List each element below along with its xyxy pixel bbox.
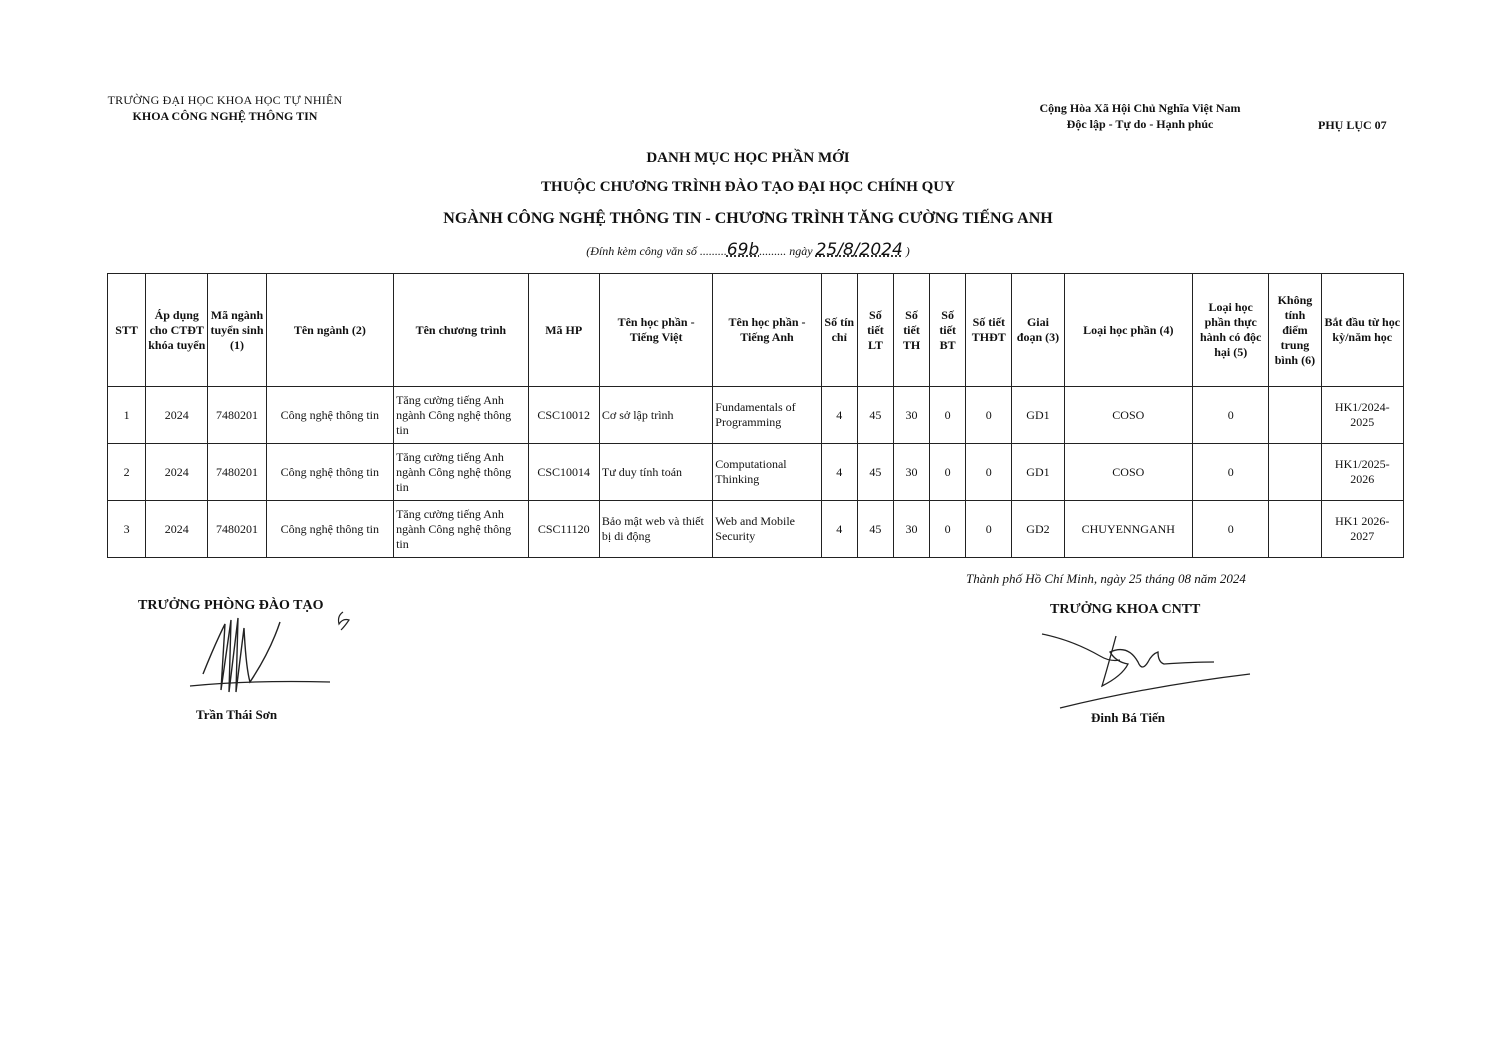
document-date: 25/8/2024 bbox=[815, 240, 903, 260]
column-header: Áp dụng cho CTĐT khóa tuyển bbox=[146, 274, 208, 387]
column-header: Loại học phần thực hành có độc hại (5) bbox=[1193, 274, 1269, 387]
university-name: TRƯỜNG ĐẠI HỌC KHOA HỌC TỰ NHIÊN bbox=[107, 93, 343, 107]
table-cell: 30 bbox=[893, 444, 929, 501]
document-title-line2: THUỘC CHƯƠNG TRÌNH ĐÀO TẠO ĐẠI HỌC CHÍNH QUY bbox=[541, 179, 955, 195]
document-title-line3: NGÀNH CÔNG NGHỆ THÔNG TIN - CHƯƠNG TRÌNH TĂNG CƯỜNG TIẾNG ANH bbox=[443, 210, 1053, 227]
table-cell: 0 bbox=[930, 501, 966, 558]
column-header: Số tiết BT bbox=[930, 274, 966, 387]
right-signer-title: TRƯỞNG KHOA CNTT bbox=[1050, 602, 1201, 617]
table-cell: 2024 bbox=[146, 501, 208, 558]
column-header: Mã HP bbox=[528, 274, 599, 387]
table-cell: Tư duy tính toán bbox=[599, 444, 712, 501]
table-cell: Công nghệ thông tin bbox=[266, 444, 393, 501]
table-cell: CHUYENNGANH bbox=[1064, 501, 1192, 558]
table-cell: Bảo mật web và thiết bị di động bbox=[599, 501, 712, 558]
table-cell: 2024 bbox=[146, 444, 208, 501]
table-cell bbox=[1269, 444, 1321, 501]
table-cell: HK1/2025-2026 bbox=[1321, 444, 1403, 501]
column-header: Mã ngành tuyển sinh (1) bbox=[208, 274, 266, 387]
right-signer-name: Đinh Bá Tiến bbox=[1091, 710, 1165, 725]
left-signature bbox=[185, 604, 355, 704]
document-number: 69b bbox=[726, 240, 760, 260]
column-header: STT bbox=[108, 274, 146, 387]
place-date: Thành phố Hồ Chí Minh, ngày 25 tháng 08 năm 2024 bbox=[966, 571, 1246, 586]
table-cell: 0 bbox=[930, 387, 966, 444]
column-header: Giai đoạn (3) bbox=[1012, 274, 1064, 387]
table-cell: CSC10012 bbox=[528, 387, 599, 444]
table-cell: 2 bbox=[108, 444, 146, 501]
table-cell: 30 bbox=[893, 387, 929, 444]
table-cell: COSO bbox=[1064, 387, 1192, 444]
table-cell: 2024 bbox=[146, 387, 208, 444]
table-cell: Công nghệ thông tin bbox=[266, 387, 393, 444]
attachment-note: (Đính kèm công văn số .........69b......... ngày 25/8/2024 ) bbox=[586, 240, 910, 260]
table-cell: CSC10014 bbox=[528, 444, 599, 501]
column-header: Số tiết LT bbox=[857, 274, 893, 387]
left-signer-title: TRƯỞNG PHÒNG ĐÀO TẠO bbox=[138, 598, 324, 613]
column-header: Số tiết TH bbox=[893, 274, 929, 387]
column-header: Số tín chỉ bbox=[821, 274, 857, 387]
table-cell: 0 bbox=[1193, 501, 1269, 558]
table-cell: 7480201 bbox=[208, 387, 266, 444]
university-header bbox=[100, 92, 350, 124]
table-cell: Cơ sở lập trình bbox=[599, 387, 712, 444]
table-row bbox=[108, 387, 1404, 444]
right-signature bbox=[1040, 628, 1260, 714]
table-cell: Công nghệ thông tin bbox=[266, 501, 393, 558]
table-cell bbox=[1269, 387, 1321, 444]
course-table bbox=[107, 273, 1404, 558]
table-cell: Fundamentals of Programming bbox=[713, 387, 821, 444]
country-name: Cộng Hòa Xã Hội Chủ Nghĩa Việt Nam bbox=[1039, 101, 1241, 115]
table-cell: Computational Thinking bbox=[713, 444, 821, 501]
attachment-prefix: (Đính kèm công văn số bbox=[586, 244, 697, 258]
attachment-suffix: ) bbox=[905, 244, 910, 258]
table-cell: 30 bbox=[893, 501, 929, 558]
table-cell: Tăng cường tiếng Anh ngành Công nghệ thông tin bbox=[394, 387, 529, 444]
table-row bbox=[108, 444, 1404, 501]
column-header: Tên chương trình bbox=[394, 274, 529, 387]
table-cell: HK1 2026-2027 bbox=[1321, 501, 1403, 558]
table-cell: 0 bbox=[966, 501, 1012, 558]
table-cell: Tăng cường tiếng Anh ngành Công nghệ thông tin bbox=[394, 444, 529, 501]
table-cell: 7480201 bbox=[208, 444, 266, 501]
table-cell: CSC11120 bbox=[528, 501, 599, 558]
table-cell: GD1 bbox=[1012, 444, 1064, 501]
table-cell: GD2 bbox=[1012, 501, 1064, 558]
table-cell: 4 bbox=[821, 501, 857, 558]
table-cell: 45 bbox=[857, 501, 893, 558]
table-cell: 4 bbox=[821, 444, 857, 501]
table-cell: 3 bbox=[108, 501, 146, 558]
table-cell: 0 bbox=[1193, 444, 1269, 501]
table-cell: Web and Mobile Security bbox=[713, 501, 821, 558]
attachment-mid: ngày bbox=[789, 244, 813, 258]
document-title-line1: DANH MỤC HỌC PHẦN MỚI bbox=[646, 150, 850, 166]
national-header bbox=[1000, 100, 1280, 132]
table-cell: 7480201 bbox=[208, 501, 266, 558]
table-header-row bbox=[108, 274, 1404, 387]
column-header: Không tính điểm trung bình (6) bbox=[1269, 274, 1321, 387]
left-signer-name: Trần Thái Sơn bbox=[196, 707, 278, 722]
table-cell: 0 bbox=[1193, 387, 1269, 444]
table-cell: 1 bbox=[108, 387, 146, 444]
table-cell: GD1 bbox=[1012, 387, 1064, 444]
national-motto: Độc lập - Tự do - Hạnh phúc bbox=[1066, 117, 1214, 131]
table-cell: 0 bbox=[966, 387, 1012, 444]
table-cell: 0 bbox=[930, 444, 966, 501]
table-cell bbox=[1269, 501, 1321, 558]
table-cell: 45 bbox=[857, 387, 893, 444]
column-header: Bắt đầu từ học kỳ/năm học bbox=[1321, 274, 1403, 387]
faculty-name: KHOA CÔNG NGHỆ THÔNG TIN bbox=[132, 109, 318, 123]
table-cell: COSO bbox=[1064, 444, 1192, 501]
column-header: Tên học phần - Tiếng Việt bbox=[599, 274, 712, 387]
table-cell: Tăng cường tiếng Anh ngành Công nghệ thông tin bbox=[394, 501, 529, 558]
column-header: Số tiết THĐT bbox=[966, 274, 1012, 387]
column-header: Tên học phần - Tiếng Anh bbox=[713, 274, 821, 387]
column-header: Loại học phần (4) bbox=[1064, 274, 1192, 387]
table-cell: 0 bbox=[966, 444, 1012, 501]
column-header: Tên ngành (2) bbox=[266, 274, 393, 387]
table-cell: 4 bbox=[821, 387, 857, 444]
appendix-label: PHỤ LỤC 07 bbox=[1318, 118, 1387, 132]
table-row bbox=[108, 501, 1404, 558]
table-cell: HK1/2024-2025 bbox=[1321, 387, 1403, 444]
table-cell: 45 bbox=[857, 444, 893, 501]
